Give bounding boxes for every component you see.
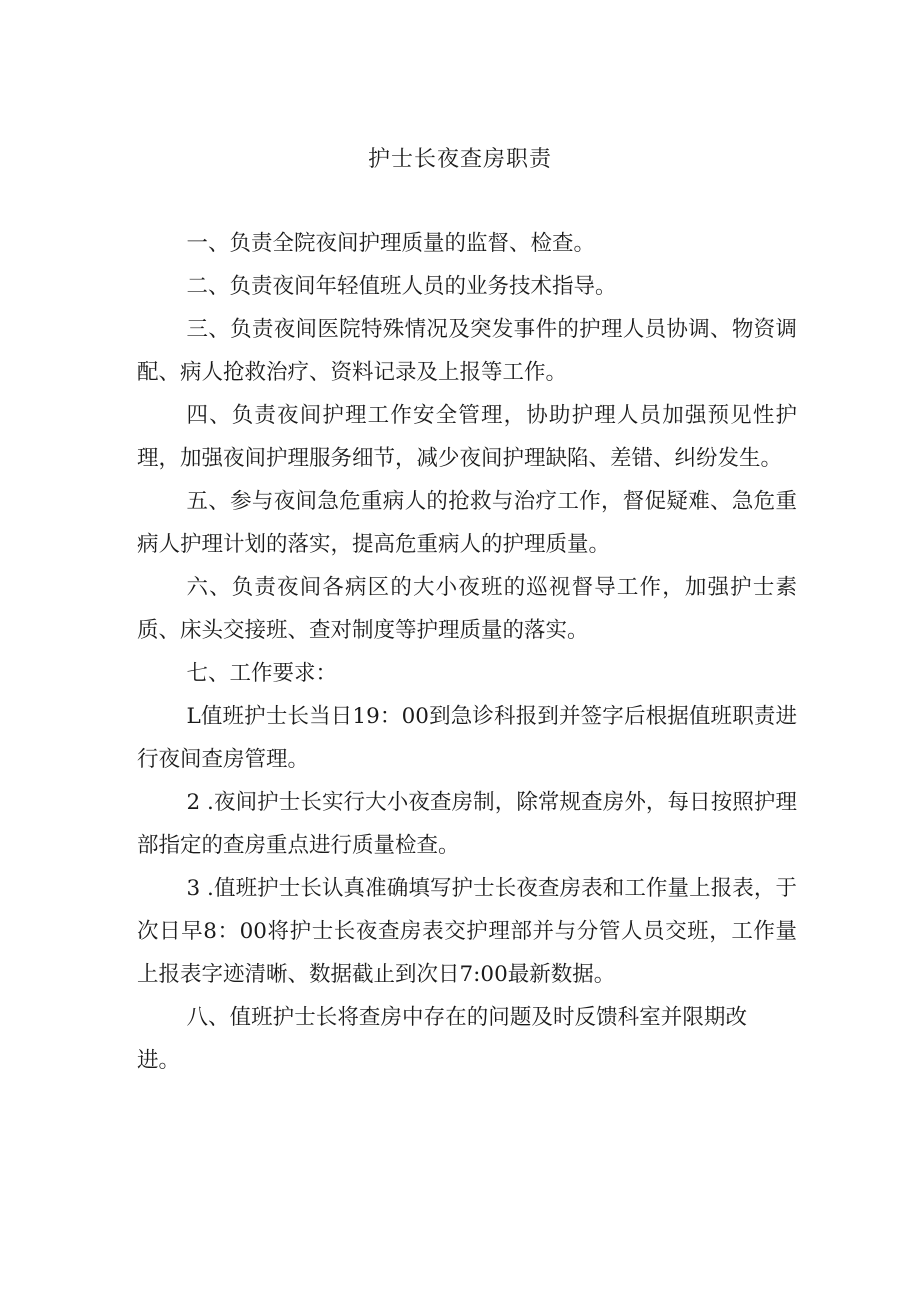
paragraph-3: 三、负责夜间医院特殊情况及突发事件的护理人员协调、物资调配、病人抢救治疗、资料记录及上报等工作。	[137, 317, 797, 385]
paragraph-5: 五、参与夜间急危重病人的抢救与治疗工作，督促疑难、急危重病人护理计划的落实，提高危重病人的护理质量。	[137, 489, 797, 557]
paragraph-1: 一、负责全院夜间护理质量的监督、检查。	[186, 231, 595, 256]
work-requirement-1: L值班护士长当日19：00到急诊科报到并签字后根据值班职责进行夜间查房管理。	[137, 704, 797, 772]
paragraph-8: 八、值班护士长将查房中存在的问题及时反馈科室并限期改进。	[137, 1005, 747, 1073]
document-title: 护士长夜查房职责	[367, 147, 552, 172]
paragraph-4: 四、负责夜间护理工作安全管理，协助护理人员加强预见性护理，加强夜间护理服务细节，减少夜间护理缺陷、差错、纠纷发生。	[137, 403, 797, 471]
work-requirement-2: 2 .夜间护士长实行大小夜查房制，除常规查房外，每日按照护理部指定的查房重点进行质量检查。	[137, 790, 797, 858]
paragraph-7: 七、工作要求：	[186, 661, 337, 686]
document-body	[137, 222, 797, 1082]
work-requirement-3: 3 .值班护士长认真准确填写护士长夜查房表和工作量上报表，于次日早8：00将护士长夜查房表交护理部并与分管人员交班，工作量上报表字迹清晰、数据截止到次日7:00最新数据。	[137, 876, 797, 987]
paragraph-2: 二、负责夜间年轻值班人员的业务技术指导。	[186, 274, 617, 299]
paragraph-6: 六、负责夜间各病区的大小夜班的巡视督导工作，加强护士素质、床头交接班、查对制度等护理质量的落实。	[137, 575, 797, 643]
